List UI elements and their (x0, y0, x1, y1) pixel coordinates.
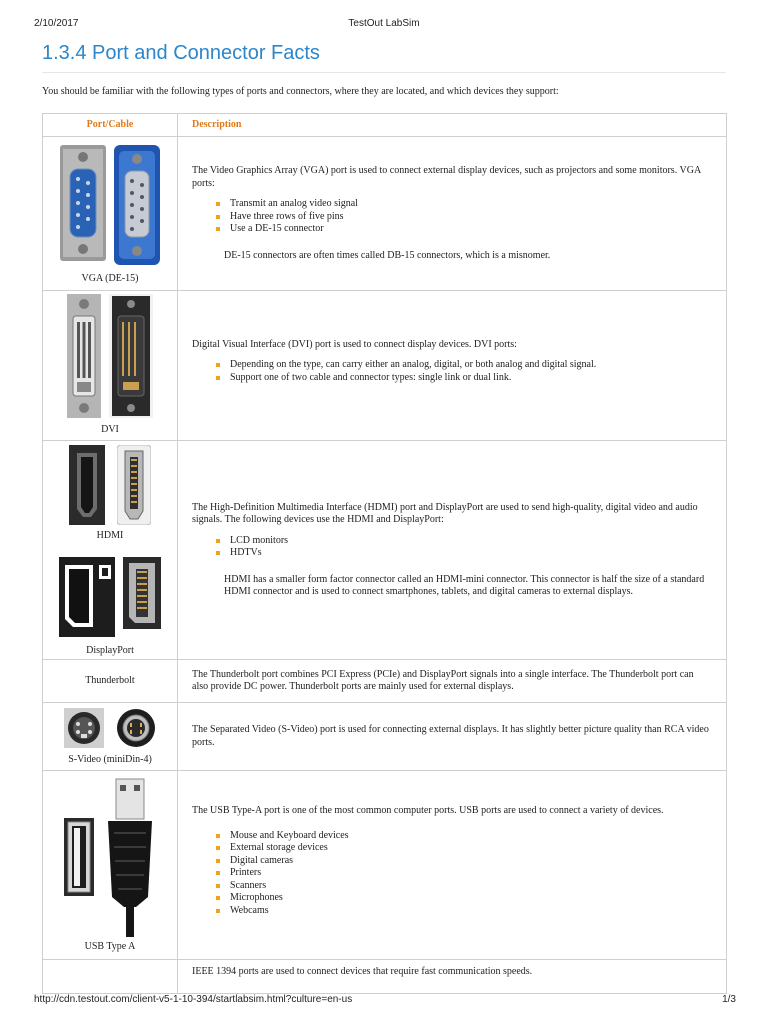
hdmi-port-photo (69, 445, 105, 525)
port-cell-svideo (43, 703, 178, 771)
table-header-row (43, 114, 727, 137)
svideo-port-photo (64, 708, 104, 748)
intro-text: You should be familiar with the following types of ports and connectors, where they are located, and which devices they support: (42, 86, 559, 97)
col-header-description: Description (178, 114, 727, 137)
list-item: LCD monitors (216, 535, 712, 548)
bullet-icon (216, 539, 220, 543)
dvi-port-photo (67, 294, 101, 418)
bullet-icon (216, 202, 220, 206)
port-label-usb: USB Type A (84, 940, 136, 952)
list-item: Support one of two cable and connector types: single link or dual link. (216, 372, 712, 385)
desc-cell-dvi (178, 291, 727, 441)
list-item: Have three rows of five pins (216, 211, 712, 224)
desc-cell-svideo (178, 703, 727, 771)
list-item: Transmit an analog video signal (216, 198, 712, 211)
vga-port-photo (60, 145, 106, 261)
title-divider (42, 72, 726, 73)
list-item: Scanners (216, 880, 712, 893)
port-cell-usb (43, 771, 178, 960)
list-item: Use a DE-15 connector (216, 223, 712, 236)
page-url: http://cdn.testout.com/client-v5-1-10-394/startlabsim.html?culture=en-us (34, 994, 353, 1005)
usb-port-photo (64, 818, 94, 896)
port-label-dvi: DVI (101, 424, 119, 436)
port-label-displayport: DisplayPort (86, 644, 134, 656)
page-number: 1/3 (722, 994, 736, 1005)
bullet-icon (216, 846, 220, 850)
note-hdmi: HDMI has a smaller form factor connector called an HDMI-mini connector. This connector is half the size of a standard HDMI connector and is used to connect smartphones, tablets, and digital cameras to external displays. (224, 573, 705, 597)
desc-text-dvi: Digital Visual Interface (DVI) port is used to connect display devices. DVI ports: (192, 338, 517, 350)
desc-cell-usb (178, 771, 727, 960)
print-header (0, 18, 768, 32)
displayport-connector-photo (123, 557, 161, 629)
list-item: HDTVs (216, 547, 712, 560)
table-row (43, 960, 727, 994)
desc-cell-hdmi-displayport (178, 441, 727, 660)
desc-text-vga: The Video Graphics Array (VGA) port is used to connect external display devices, such as projectors and some monitors. VGA ports: (192, 165, 701, 189)
port-cell-thunderbolt (43, 660, 178, 703)
note-vga: DE-15 connectors are often times called DB-15 connectors, which is a misnomer. (224, 249, 551, 261)
page-title: 1.3.4 Port and Connector Facts (42, 42, 320, 64)
bullet-icon (216, 363, 220, 367)
desc-cell-thunderbolt (178, 660, 727, 703)
desc-text-svideo: The Separated Video (S-Video) port is used for connecting external displays. It has slightly better picture quality than RCA video ports. (192, 724, 709, 748)
bullet-icon (216, 376, 220, 380)
bullet-icon (216, 834, 220, 838)
hdmi-connector-photo (117, 445, 151, 525)
port-cell-dvi (43, 291, 178, 441)
list-item: External storage devices (216, 842, 712, 855)
port-facts-table (42, 113, 727, 994)
bullet-icon (216, 909, 220, 913)
site-title: TestOut LabSim (348, 18, 420, 29)
points-list-hdmi (216, 535, 712, 560)
print-date: 2/10/2017 (34, 18, 79, 29)
bullet-icon (216, 215, 220, 219)
points-list-usb (216, 830, 712, 918)
table-row (43, 771, 727, 960)
desc-text-hdmi: The High-Definition Multimedia Interface (HDMI) port and DisplayPort are used to send high-quality, digital video and audio signals. The following devices use the HDMI and DisplayPort: (192, 501, 698, 525)
usb-cable-photo (104, 777, 156, 937)
list-item: Digital cameras (216, 855, 712, 868)
list-item: Webcams (216, 905, 712, 918)
svideo-connector-photo (116, 708, 156, 748)
port-label-svideo: S-Video (miniDin-4) (68, 754, 152, 766)
bullet-icon (216, 227, 220, 231)
port-label-thunderbolt: Thunderbolt (85, 674, 135, 686)
table-row (43, 291, 727, 441)
list-item: Printers (216, 867, 712, 880)
points-list-vga (216, 198, 712, 236)
vga-connector-photo (114, 145, 160, 265)
list-item: Mouse and Keyboard devices (216, 830, 712, 843)
col-header-port: Port/Cable (43, 114, 178, 137)
bullet-icon (216, 859, 220, 863)
bullet-icon (216, 896, 220, 900)
table-row (43, 703, 727, 771)
desc-text-thunderbolt: The Thunderbolt port combines PCI Express (PCIe) and DisplayPort signals into a single interface. The Thunderbolt port can also provide DC power. Thunderbolt ports are mainly used for external displays. (192, 668, 694, 692)
points-list-dvi (216, 359, 712, 384)
port-label-vga: VGA (DE-15) (81, 273, 139, 285)
desc-text-ieee1394: IEEE 1394 ports are used to connect devices that require fast communication speeds. (192, 966, 533, 977)
desc-cell-ieee1394 (178, 960, 727, 994)
table-row (43, 441, 727, 660)
bullet-icon (216, 551, 220, 555)
desc-text-usb: The USB Type-A port is one of the most common computer ports. USB ports are used to connect a variety of devices. (192, 805, 664, 816)
bullet-icon (216, 871, 220, 875)
displayport-port-photo (59, 557, 115, 637)
dvi-connector-photo (109, 294, 153, 418)
table-row (43, 137, 727, 291)
list-item: Depending on the type, can carry either an analog, digital, or both analog and digital signal. (216, 359, 712, 372)
list-item: Microphones (216, 892, 712, 905)
port-cell-vga (43, 137, 178, 291)
bullet-icon (216, 884, 220, 888)
port-label-hdmi: HDMI (96, 530, 124, 541)
port-cell-hdmi-displayport (43, 441, 178, 660)
port-cell-ieee1394 (43, 960, 178, 994)
table-row (43, 660, 727, 703)
desc-cell-vga (178, 137, 727, 291)
